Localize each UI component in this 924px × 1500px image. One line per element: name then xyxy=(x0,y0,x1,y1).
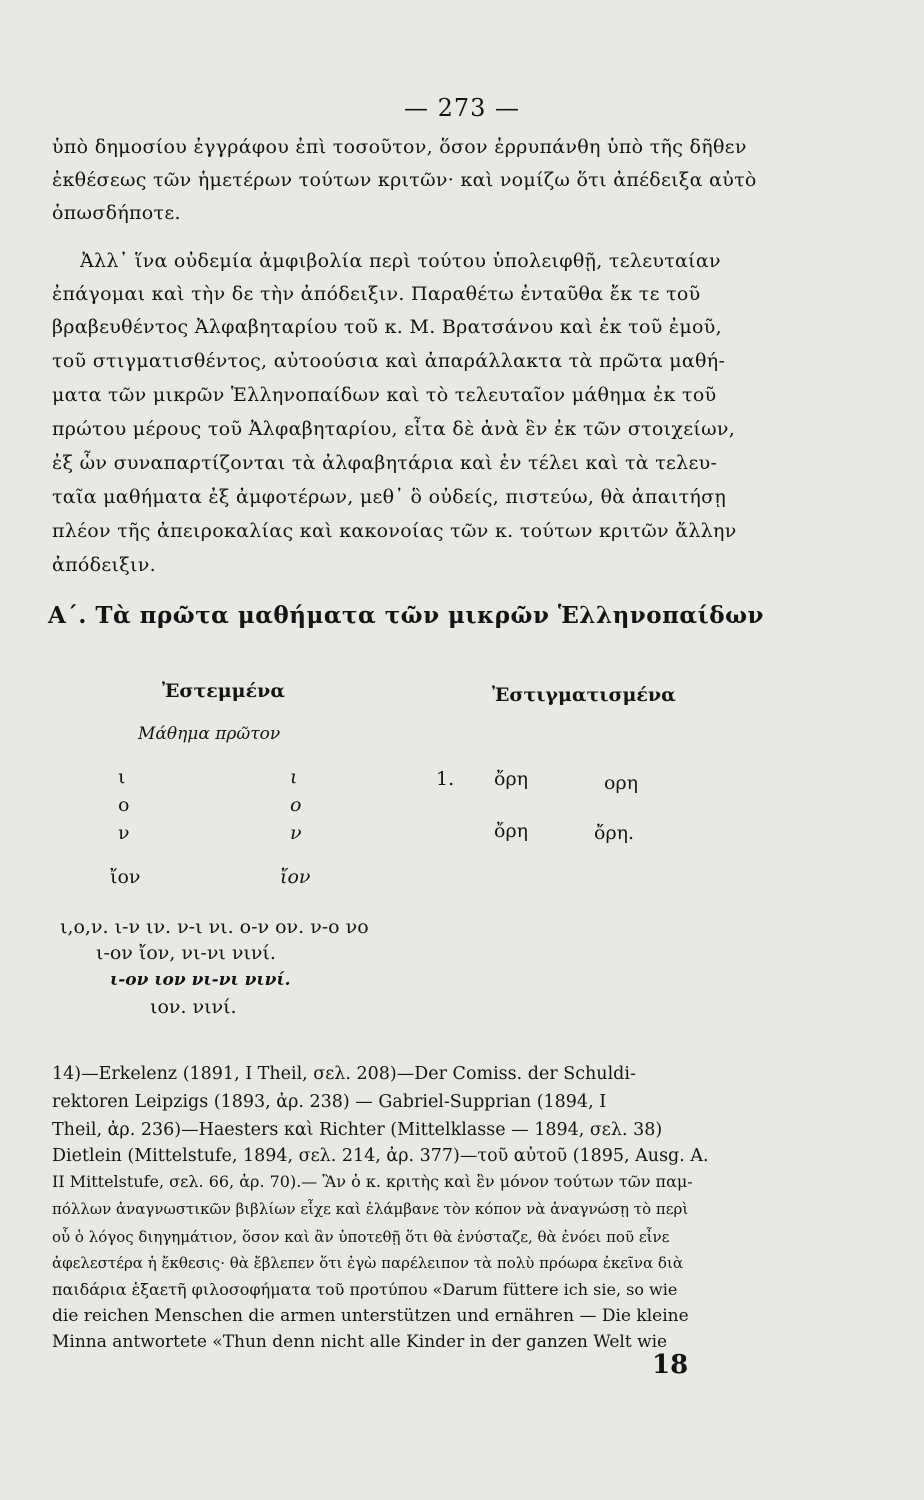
body-line: ματα τῶν μικρῶν Ἑλληνοπαίδων καὶ τὸ τελευταῖον μάθημα ἐκ τοῦ xyxy=(52,384,717,406)
section-heading: Α΄. Τὰ πρῶτα μαθήματα τῶν μικρῶν Ἑλληνοπαίδων xyxy=(48,602,764,629)
body-line: βραβευθέντος Ἀλφαβηταρίου τοῦ κ. Μ. Βρατσάνου καὶ ἐκ τοῦ ἐμοῦ, xyxy=(52,316,722,338)
exercise-line: ι,ο,ν. ι-ν ιν. ν-ι νι. ο-ν ον. ν-ο νο xyxy=(60,916,369,938)
body-line: ταῖα μαθήματα ἐξ ἀμφοτέρων, μεθ᾽ ὃ οὐδείς, πιστεύω, θὰ ἀπαιτήσῃ xyxy=(52,486,727,508)
page-number: — 273 — xyxy=(403,94,521,122)
lesson-number: 1. xyxy=(436,768,455,790)
letter-cell: ν xyxy=(290,822,302,844)
letter-cell: ν xyxy=(118,822,130,844)
body-line: ἐπάγομαι καὶ τὴν δε τὴν ἀπόδειξιν. Παραθέτω ἐνταῦθα ἔκ τε τοῦ xyxy=(52,283,701,305)
footnote-line: οὗ ὁ λόγος διηγημάτιον, ὅσον καὶ ἂν ὑποτεθῇ ὅτι θὰ ἐνύσταζε, θὰ ἐνόει ποῦ εἶνε xyxy=(52,1228,670,1246)
body-line: τοῦ στιγματισθέντος, αὐτοούσια καὶ ἀπαράλλακτα τὰ πρῶτα μαθή- xyxy=(52,350,726,372)
left-column-title: Ἐστεμμένα xyxy=(162,680,285,702)
letter-cell: ο xyxy=(118,794,130,816)
word-cell: ορη xyxy=(604,772,638,794)
signature-mark: 18 xyxy=(652,1350,689,1380)
exercise-line: ιον. νινί. xyxy=(150,996,237,1018)
word-cell: ὄρη xyxy=(494,820,528,842)
footnote-line: rektoren Leipzigs (1893, ἀρ. 238) — Gabriel-Supprian (1894, I xyxy=(52,1092,607,1112)
letter-cell: ο xyxy=(290,794,302,816)
footnote-line: πόλλων ἀναγνωστικῶν βιβλίων εἶχε καὶ ἐλάμβανε τὸν κόπον νὰ ἀναγνώσῃ τὸ περὶ xyxy=(52,1200,689,1218)
body-line: ὑπὸ δημοσίου ἐγγράφου ἐπὶ τοσοῦτον, ὅσον ἐρρυπάνθη ὑπὸ τῆς δῆθεν xyxy=(52,136,747,158)
word-cell: ἴον xyxy=(280,866,311,888)
body-line: πλέον τῆς ἀπειροκαλίας καὶ κακονοίας τῶν κ. τούτων κριτῶν ἄλλην xyxy=(52,520,737,542)
footnote-line: 14)—Erkelenz (1891, I Theil, σελ. 208)—Der Comiss. der Schuldi- xyxy=(52,1064,636,1084)
word-cell: ὄρη xyxy=(494,768,528,790)
word-cell: ἴον xyxy=(110,866,141,888)
body-line: πρώτου μέρους τοῦ Ἀλφαβηταρίου, εἶτα δὲ ἀνὰ ἓν ἐκ τῶν στοιχείων, xyxy=(52,418,736,440)
footnote-line: II Mittelstufe, σελ. 66, ἀρ. 70).— Ἂν ὁ κ. κριτὴς καὶ ἓν μόνον τούτων τῶν παμ- xyxy=(52,1172,693,1191)
body-line: Ἀλλ᾽ ἵνα οὐδεμία ἀμφιβολία περὶ τούτου ὑπολειφθῇ, τελευταίαν xyxy=(80,250,721,272)
footnote-line: Dietlein (Mittelstufe, 1894, σελ. 214, ἀρ. 377)—τοῦ αὐτοῦ (1895, Ausg. A. xyxy=(52,1146,709,1166)
letter-cell: ι xyxy=(118,766,126,788)
footnote-line: παιδάρια ἑξαετῆ φιλοσοφήματα τοῦ προτύπου «Darum fütterе ich sie, so wie xyxy=(52,1280,678,1299)
body-line: ἐξ ὧν συναπαρτίζονται τὰ ἀλφαβητάρια καὶ ἐν τέλει καὶ τὰ τελευ- xyxy=(52,452,718,474)
exercise-line: ι-ον ιον νι-νι νινί. xyxy=(110,970,291,990)
body-line: ἐκθέσεως τῶν ἡμετέρων τούτων κριτῶν· καὶ νομίζω ὅτι ἀπέδειξα αὐτὸ xyxy=(52,169,757,191)
right-column-title: Ἐστιγματισμένα xyxy=(492,684,676,706)
letter-cell: ι xyxy=(290,766,298,788)
body-line: ὁπωσδήποτε. xyxy=(52,202,181,224)
lesson-title: Μάθημα πρῶτον xyxy=(138,724,281,744)
exercise-line: ι-ον ἴον, νι-νι νινί. xyxy=(96,942,276,964)
footnote-line: Minna antwortete «Thun denn nicht alle Kinder in der ganzen Welt wie xyxy=(52,1332,668,1352)
footnote-line: ἀφελεστέρα ἡ ἔκθεσις· θὰ ἔβλεπεν ὅτι ἐγὼ παρέλειπον τὰ πολὺ πρόωρα ἐκεῖνα διὰ xyxy=(52,1254,683,1272)
footnote-line: die reichen Menschen die armen unterstützen und ernähren — Die kleine xyxy=(52,1306,689,1326)
word-cell: ὄρη. xyxy=(594,822,635,844)
body-line: ἀπόδειξιν. xyxy=(52,554,156,576)
footnote-line: Theil, ἀρ. 236)—Haesters καὶ Richter (Mittelklasse — 1894, σελ. 38) xyxy=(52,1120,663,1140)
